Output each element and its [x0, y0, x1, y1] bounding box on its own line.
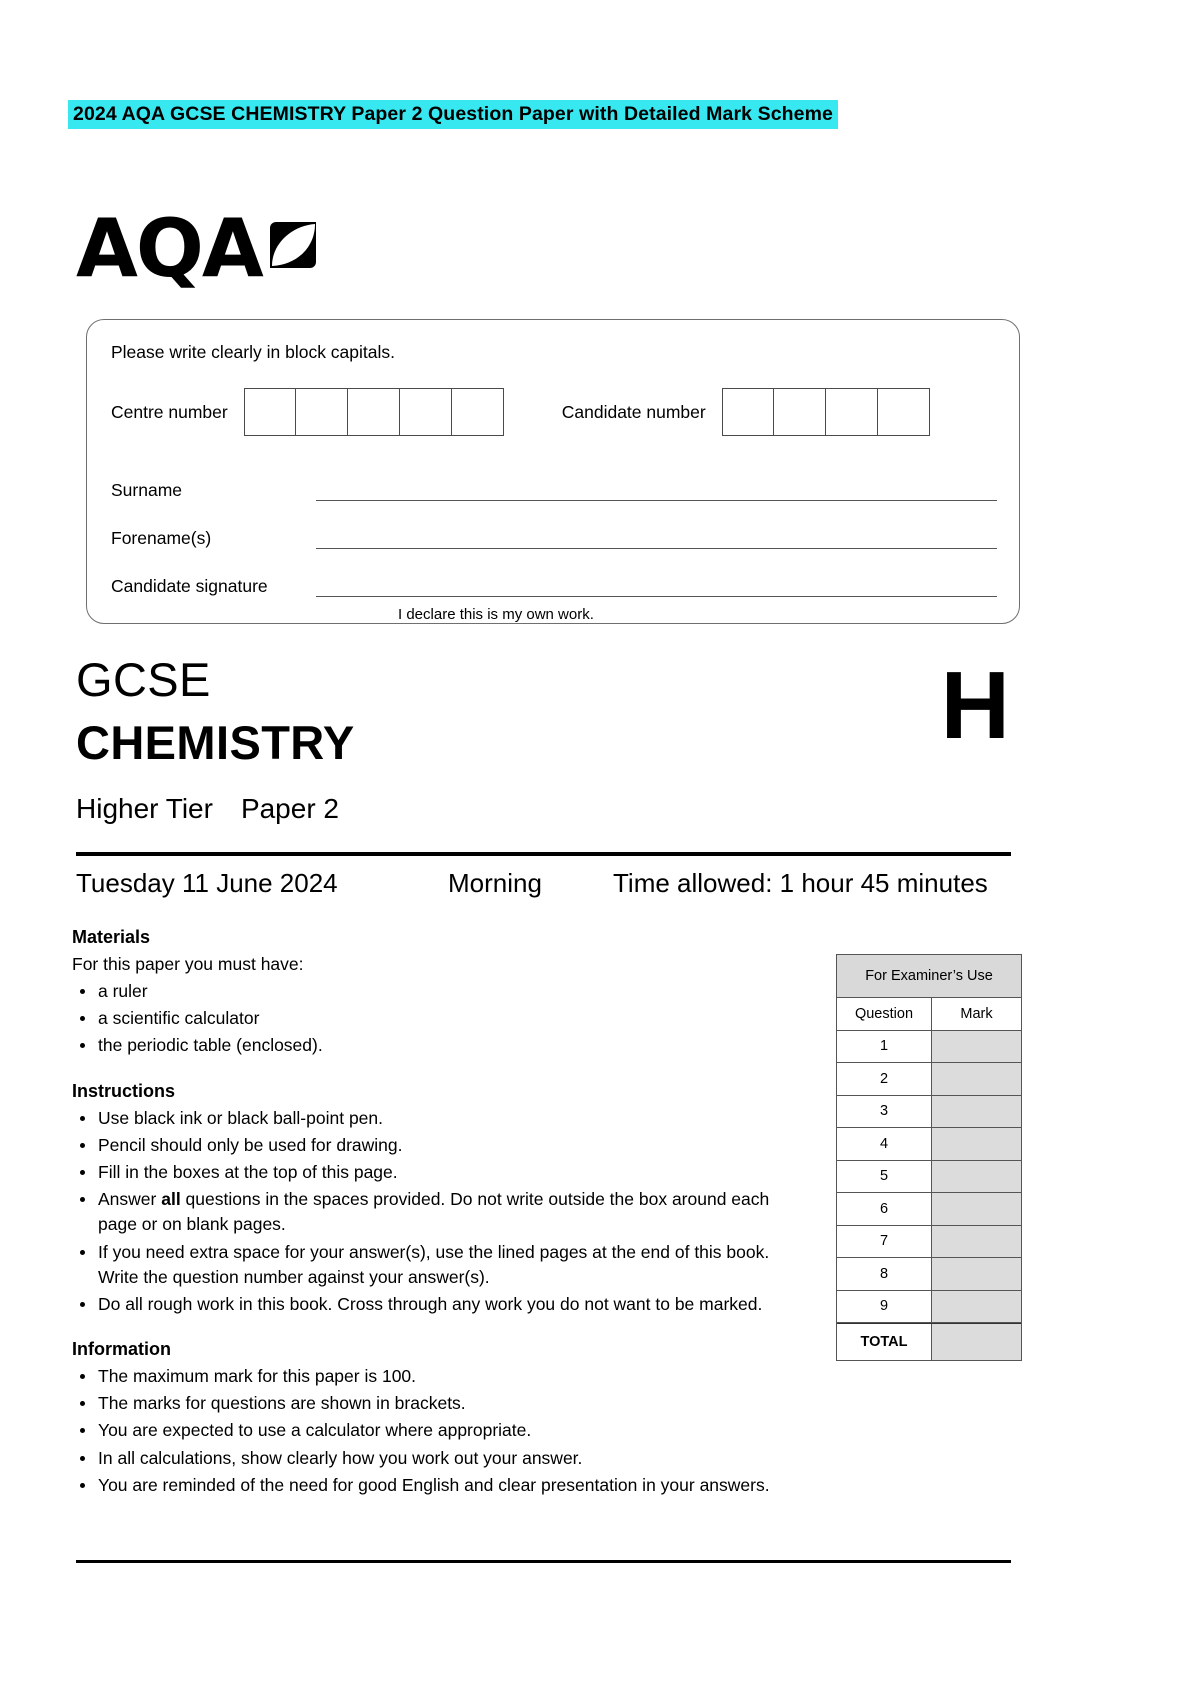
list-item: Do all rough work in this book. Cross through any work you do not want to be marked.	[72, 1292, 802, 1317]
table-row	[837, 1161, 1021, 1194]
surname-label: Surname	[111, 480, 183, 500]
signature-row	[111, 576, 997, 597]
table-row	[837, 1063, 1021, 1096]
question-number: 4	[837, 1128, 932, 1160]
list-item: You are expected to use a calculator where appropriate.	[72, 1418, 802, 1443]
list-item: If you need extra space for your answer(s), use the lined pages at the end of this book. Write the question number against your answer(s).	[72, 1240, 802, 1290]
mark-cell[interactable]	[932, 1258, 1021, 1290]
candidate-number-cell[interactable]	[826, 388, 878, 436]
table-row	[837, 1291, 1021, 1324]
list-item: Use black ink or black ball-point pen.	[72, 1106, 802, 1131]
declaration-text: I declare this is my own work.	[398, 606, 594, 623]
centre-number-cell[interactable]	[296, 388, 348, 436]
mark-cell[interactable]	[932, 1161, 1021, 1193]
block-capitals-instruction: Please write clearly in block capitals.	[111, 342, 396, 362]
table-row	[837, 1226, 1021, 1259]
tier-paper-line	[76, 793, 339, 825]
list-item: The maximum mark for this paper is 100.	[72, 1364, 802, 1389]
question-number: 6	[837, 1193, 932, 1225]
list-item: Fill in the boxes at the top of this page.	[72, 1160, 802, 1185]
information-list	[72, 1364, 802, 1498]
centre-number-cell[interactable]	[452, 388, 504, 436]
exam-session: Morning	[448, 868, 542, 898]
list-item: Answer all questions in the spaces provided. Do not write outside the box around each page or on blank pages.	[72, 1187, 802, 1237]
table-row	[837, 1096, 1021, 1129]
centre-number-input[interactable]	[244, 388, 504, 436]
forename-input[interactable]	[316, 528, 997, 549]
document-banner	[68, 100, 838, 129]
list-item: a scientific calculator	[72, 1006, 802, 1031]
candidate-signature-label: Candidate signature	[111, 576, 268, 596]
question-number: 8	[837, 1258, 932, 1290]
exam-time-allowed: Time allowed: 1 hour 45 minutes	[613, 868, 988, 898]
materials-list	[72, 979, 802, 1059]
mark-cell[interactable]	[932, 1063, 1021, 1095]
mark-cell[interactable]	[932, 1096, 1021, 1128]
centre-number-cell[interactable]	[244, 388, 296, 436]
banner-title: 2024 AQA GCSE CHEMISTRY Paper 2 Question Paper with Detailed Mark Scheme	[68, 100, 838, 129]
forename-row	[111, 528, 997, 549]
question-number: 1	[837, 1031, 932, 1063]
leaf-mark-icon	[266, 218, 320, 277]
examiner-table-header	[837, 998, 1021, 1031]
table-row	[837, 1258, 1021, 1291]
candidate-number-label: Candidate number	[561, 401, 706, 422]
examiner-table-title: For Examiner’s Use	[837, 955, 1021, 998]
mark-cell[interactable]	[932, 1128, 1021, 1160]
subject-title: CHEMISTRY	[76, 716, 355, 769]
candidate-number-cell[interactable]	[722, 388, 774, 436]
question-number: 7	[837, 1226, 932, 1258]
examiner-use-table	[836, 954, 1022, 1361]
header-divider	[76, 852, 1011, 856]
table-row	[837, 1193, 1021, 1226]
mark-cell[interactable]	[932, 1291, 1021, 1323]
mark-cell[interactable]	[932, 1226, 1021, 1258]
mark-cell[interactable]	[932, 1193, 1021, 1225]
table-row-total	[837, 1323, 1021, 1360]
instructions-list	[72, 1106, 802, 1318]
centre-number-cell[interactable]	[400, 388, 452, 436]
list-item: You are reminded of the need for good English and clear presentation in your answers.	[72, 1473, 802, 1498]
list-item: Pencil should only be used for drawing.	[72, 1133, 802, 1158]
instructions-heading: Instructions	[72, 1080, 176, 1101]
tier-letter-badge: H	[940, 652, 1010, 759]
list-item: a ruler	[72, 979, 802, 1004]
centre-number-label: Centre number	[111, 401, 228, 422]
qualification-title: GCSE	[76, 653, 211, 706]
materials-lead: For this paper you must have:	[72, 953, 304, 974]
question-number: 9	[837, 1291, 932, 1323]
column-header-mark: Mark	[932, 998, 1021, 1030]
question-number: 2	[837, 1063, 932, 1095]
candidate-details-box	[86, 319, 1020, 624]
table-row	[837, 1031, 1021, 1064]
candidate-number-input[interactable]	[722, 388, 930, 436]
footer-divider	[76, 1560, 1011, 1563]
materials-heading: Materials	[72, 927, 151, 947]
number-fields-row	[111, 388, 997, 436]
centre-number-cell[interactable]	[348, 388, 400, 436]
mark-cell[interactable]	[932, 1031, 1021, 1063]
paper-label: Paper 2	[240, 793, 340, 824]
column-header-question: Question	[837, 998, 932, 1030]
exam-datetime-row	[76, 868, 1016, 899]
candidate-signature-input[interactable]	[316, 576, 997, 597]
question-number: 5	[837, 1161, 932, 1193]
table-row	[837, 1128, 1021, 1161]
list-item: The marks for questions are shown in brackets.	[72, 1391, 802, 1416]
aqa-logo-text: AQA	[76, 202, 262, 295]
question-number: 3	[837, 1096, 932, 1128]
aqa-logo	[76, 202, 320, 295]
list-item: In all calculations, show clearly how you work out your answer.	[72, 1446, 802, 1471]
list-item: the periodic table (enclosed).	[72, 1033, 802, 1058]
candidate-number-group	[562, 388, 930, 436]
forename-label: Forename(s)	[111, 528, 212, 548]
candidate-number-cell[interactable]	[878, 388, 930, 436]
information-heading: Information	[72, 1339, 171, 1360]
exam-date: Tuesday 11 June 2024	[76, 868, 338, 898]
candidate-number-cell[interactable]	[774, 388, 826, 436]
total-mark-cell[interactable]	[932, 1324, 1021, 1360]
cover-instructions-column	[72, 925, 802, 1500]
surname-row	[111, 480, 997, 501]
total-label: TOTAL	[837, 1324, 932, 1360]
surname-input[interactable]	[316, 480, 997, 501]
tier-label: Higher Tier	[76, 793, 213, 824]
